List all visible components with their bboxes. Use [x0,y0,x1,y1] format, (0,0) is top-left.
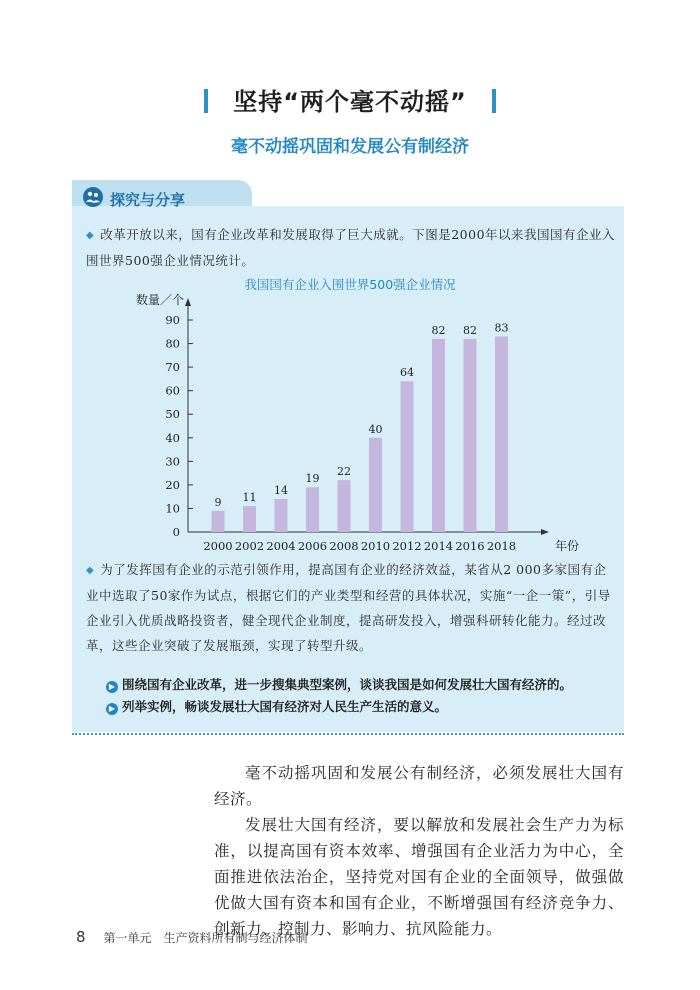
question-1 [106,675,572,693]
bar [401,381,414,532]
page-heading [0,82,700,117]
diamond-icon: ◆ [86,230,95,241]
x-axis-label: 年份 [555,539,580,553]
y-tick-label: 30 [165,454,180,469]
data-label: 64 [400,366,414,380]
y-tick-label: 70 [165,360,180,375]
explore-intro-text: 改革开放以来，国有企业改革和发展取得了巨大成就。下图是2000年以来我国国有企业入围世界500强企业情况统计。 [86,227,616,268]
x-axis-arrow [541,529,549,535]
bar [369,438,382,532]
y-tick-label: 40 [165,430,180,445]
globe-people-icon [82,186,104,208]
y-tick-label: 90 [165,313,180,327]
bar [306,487,319,532]
footer-unit: 第一单元 生产资料所有制与经济体制 [103,931,308,945]
y-tick-label: 10 [165,501,180,516]
bar [212,511,225,532]
x-tick-label: 2018 [486,539,517,553]
x-tick-label: 2010 [360,539,391,553]
bar [338,480,351,532]
data-label: 83 [494,321,509,335]
explore-after-chart [86,557,616,658]
arrow-circle-icon: ▶ [106,703,118,715]
x-tick-label: 2012 [392,539,422,553]
page-footer [76,928,308,946]
page-number: 8 [76,928,86,946]
main-paragraph-1: 毫不动摇巩固和发展公有制经济，必须发展壮大国有经济。 [214,764,624,808]
main-paragraph-2: 发展壮大国有经济，要以解放和发展社会生产力为标准，以提高国有资本效率、增强国有企业活力为中心，全面推进依法治企，坚持党对国有企业的全面领导，做强做优做大国有资本和国有企业，不断增强国有经济竞争力、创新力、控制力、影响力、抗风险能力。 [214,816,624,938]
bar [243,506,256,532]
title-bar-left [204,89,208,113]
bar [464,339,477,532]
chart-title: 我国国有企业入围世界500强企业情况 [244,277,456,292]
title-bar-right [492,89,496,113]
bar [275,499,288,532]
y-tick-label: 60 [165,383,180,398]
y-tick-label: 50 [165,407,180,422]
y-tick-label: 0 [172,525,180,539]
bar [495,336,508,532]
explore-tab-label: 探究与分享 [110,191,186,209]
data-label: 14 [274,484,288,498]
explore-box-bottom-border [72,733,624,735]
x-tick-label: 2002 [234,539,265,553]
question-2 [106,697,447,715]
arrow-circle-icon: ▶ [106,681,118,693]
x-tick-label: 2008 [329,539,359,553]
page-title: 坚持“两个毫不动摇” [233,88,467,116]
x-tick-label: 2006 [297,539,328,553]
x-tick-label: 2014 [423,539,454,553]
x-tick-label: 2016 [455,539,485,553]
data-label: 19 [305,472,320,486]
section-subtitle: 毫不动摇巩固和发展公有制经济 [231,137,469,157]
main-text [214,760,624,942]
question-1-text: 围绕国有企业改革，进一步搜集典型案例，谈谈我国是如何发展壮大国有经济的。 [122,677,573,692]
x-tick-label: 2000 [203,539,233,553]
x-tick-label: 2004 [266,539,296,553]
y-tick-label: 80 [165,336,180,351]
question-2-text: 列举实例，畅谈发展壮大国有经济对人民生产生活的意义。 [122,699,448,714]
data-label: 11 [242,491,257,505]
bar [432,339,445,532]
data-label: 82 [463,323,477,337]
explore-after-chart-text: 为了发挥国有企业的示范引领作用，提高国有企业的经济效益，某省从2 000多家国有企业中选取了50家作为试点，根据它们的产业类型和经营的具体状况，实施“一企一策”，引导企业引入优质战略投资者，健全现代企业制度，提高研发投入，增强科研转化能力。经过改革，这些企业突破了发展瓶颈，实现了转型升级。 [86,562,611,653]
data-label: 40 [368,422,383,436]
bar-chart [120,290,580,560]
data-label: 9 [214,495,222,509]
data-label: 22 [337,465,351,479]
y-axis-label: 数量／个 [136,293,185,307]
diamond-icon: ◆ [86,565,95,576]
explore-intro [86,222,616,273]
data-label: 82 [431,323,446,337]
y-axis-arrow [185,298,191,306]
y-tick-label: 20 [165,477,180,492]
